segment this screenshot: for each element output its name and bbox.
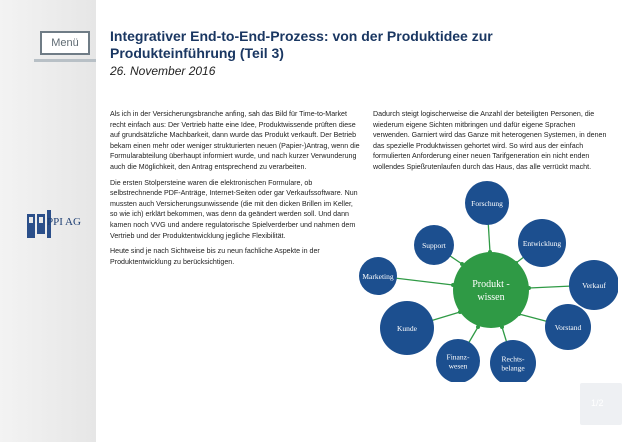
node-label: belange: [501, 363, 525, 373]
diagram-node: [359, 257, 397, 295]
left-column: [110, 109, 360, 272]
page-number[interactable]: 1/2: [591, 398, 604, 408]
publish-date: 26. November 2016: [110, 64, 216, 78]
diagram-node: [414, 225, 454, 265]
node-label: Marketing: [362, 272, 394, 281]
knowledge-diagram: [356, 170, 618, 382]
diagram-node: [545, 304, 591, 350]
node-label: Vorstand: [554, 323, 582, 332]
node-label: wesen: [448, 361, 468, 371]
paragraph-3: Heute sind je nach Sichtweise bis zu neun fachliche Aspekte in der Produktentwicklung zu berücksichtigen.: [110, 247, 320, 266]
center-label-1: Produkt -: [472, 279, 510, 290]
diagram-node: [490, 340, 536, 382]
right-column: [373, 109, 608, 178]
paragraph-2: Die ersten Stolpersteine waren die elektronischen Formulare, ob selbstrechnende PDF-Anträge, Internet-Seiten oder gar Verkaufssoftware. Nun mussten auch Versicherungsunwissende (die mit den dicken Brillen im Keller, so wie ich) erklärt bekommen, was denn da geändert werden soll. Und dann kamen noch VVG und andere regulatorische Spielverderber und nahmen dem Vertrieb und der Produktentwicklung jegliche Flexibilität.: [110, 178, 358, 240]
diagram-node: [436, 339, 480, 382]
diagram-node: [380, 301, 434, 355]
center-label-2: wissen: [477, 292, 505, 303]
node-label: Verkauf: [582, 281, 606, 290]
node-label: Support: [422, 241, 446, 250]
center-node: [453, 252, 529, 328]
paragraph-1: Als ich in der Versicherungsbranche anfing, sah das Bild für Time-to-Market recht einfach aus: Der Vertrieb hatte eine Idee, Produktwissende prüften diese auf grundsätzliche Machbarkeit, dann wurde das Produkt verkauft. Der Betrieb bekam einen mehr oder weniger strukturierten neuen (Papier-)Antrag, wenn die Formularabteilung überhaupt informiert wurde, und nach kurzer Verwunderung auch die Möglichkeit, den Antrag entsprechend zu verarbeiten.: [110, 110, 360, 171]
logo-text: PPI AG: [47, 216, 81, 228]
menu-button[interactable]: Menü: [40, 31, 90, 55]
node-label: Rechts-: [501, 354, 525, 364]
diagram-node: [465, 181, 509, 225]
node-label: Entwicklung: [522, 239, 562, 248]
node-label: Finanz-: [446, 352, 470, 362]
diagram-node: [569, 260, 618, 310]
node-label: Kunde: [397, 324, 417, 333]
page-title: Integrativer End-to-End-Prozess: von der Produktidee zur Produkteinführung (Teil 3): [110, 28, 493, 61]
node-label: Forschung: [471, 199, 503, 208]
diagram-node: [518, 219, 566, 267]
paragraph-4: Dadurch steigt logischerweise die Anzahl der beteiligten Personen, die wiederum eigene Sichten mitbringen und dafür eigene Sprachen verwenden. Garniert wird das Ganze mit heterogenen Systemen, in denen das spezielle Produktwissen gehortet wird. So wird aus der einfach formulierten Anforderung einer neuen Tarifgeneration ein nicht enden wollendes Spießrutenlaufen durch das Haus, das alle verrückt macht.: [373, 110, 607, 171]
